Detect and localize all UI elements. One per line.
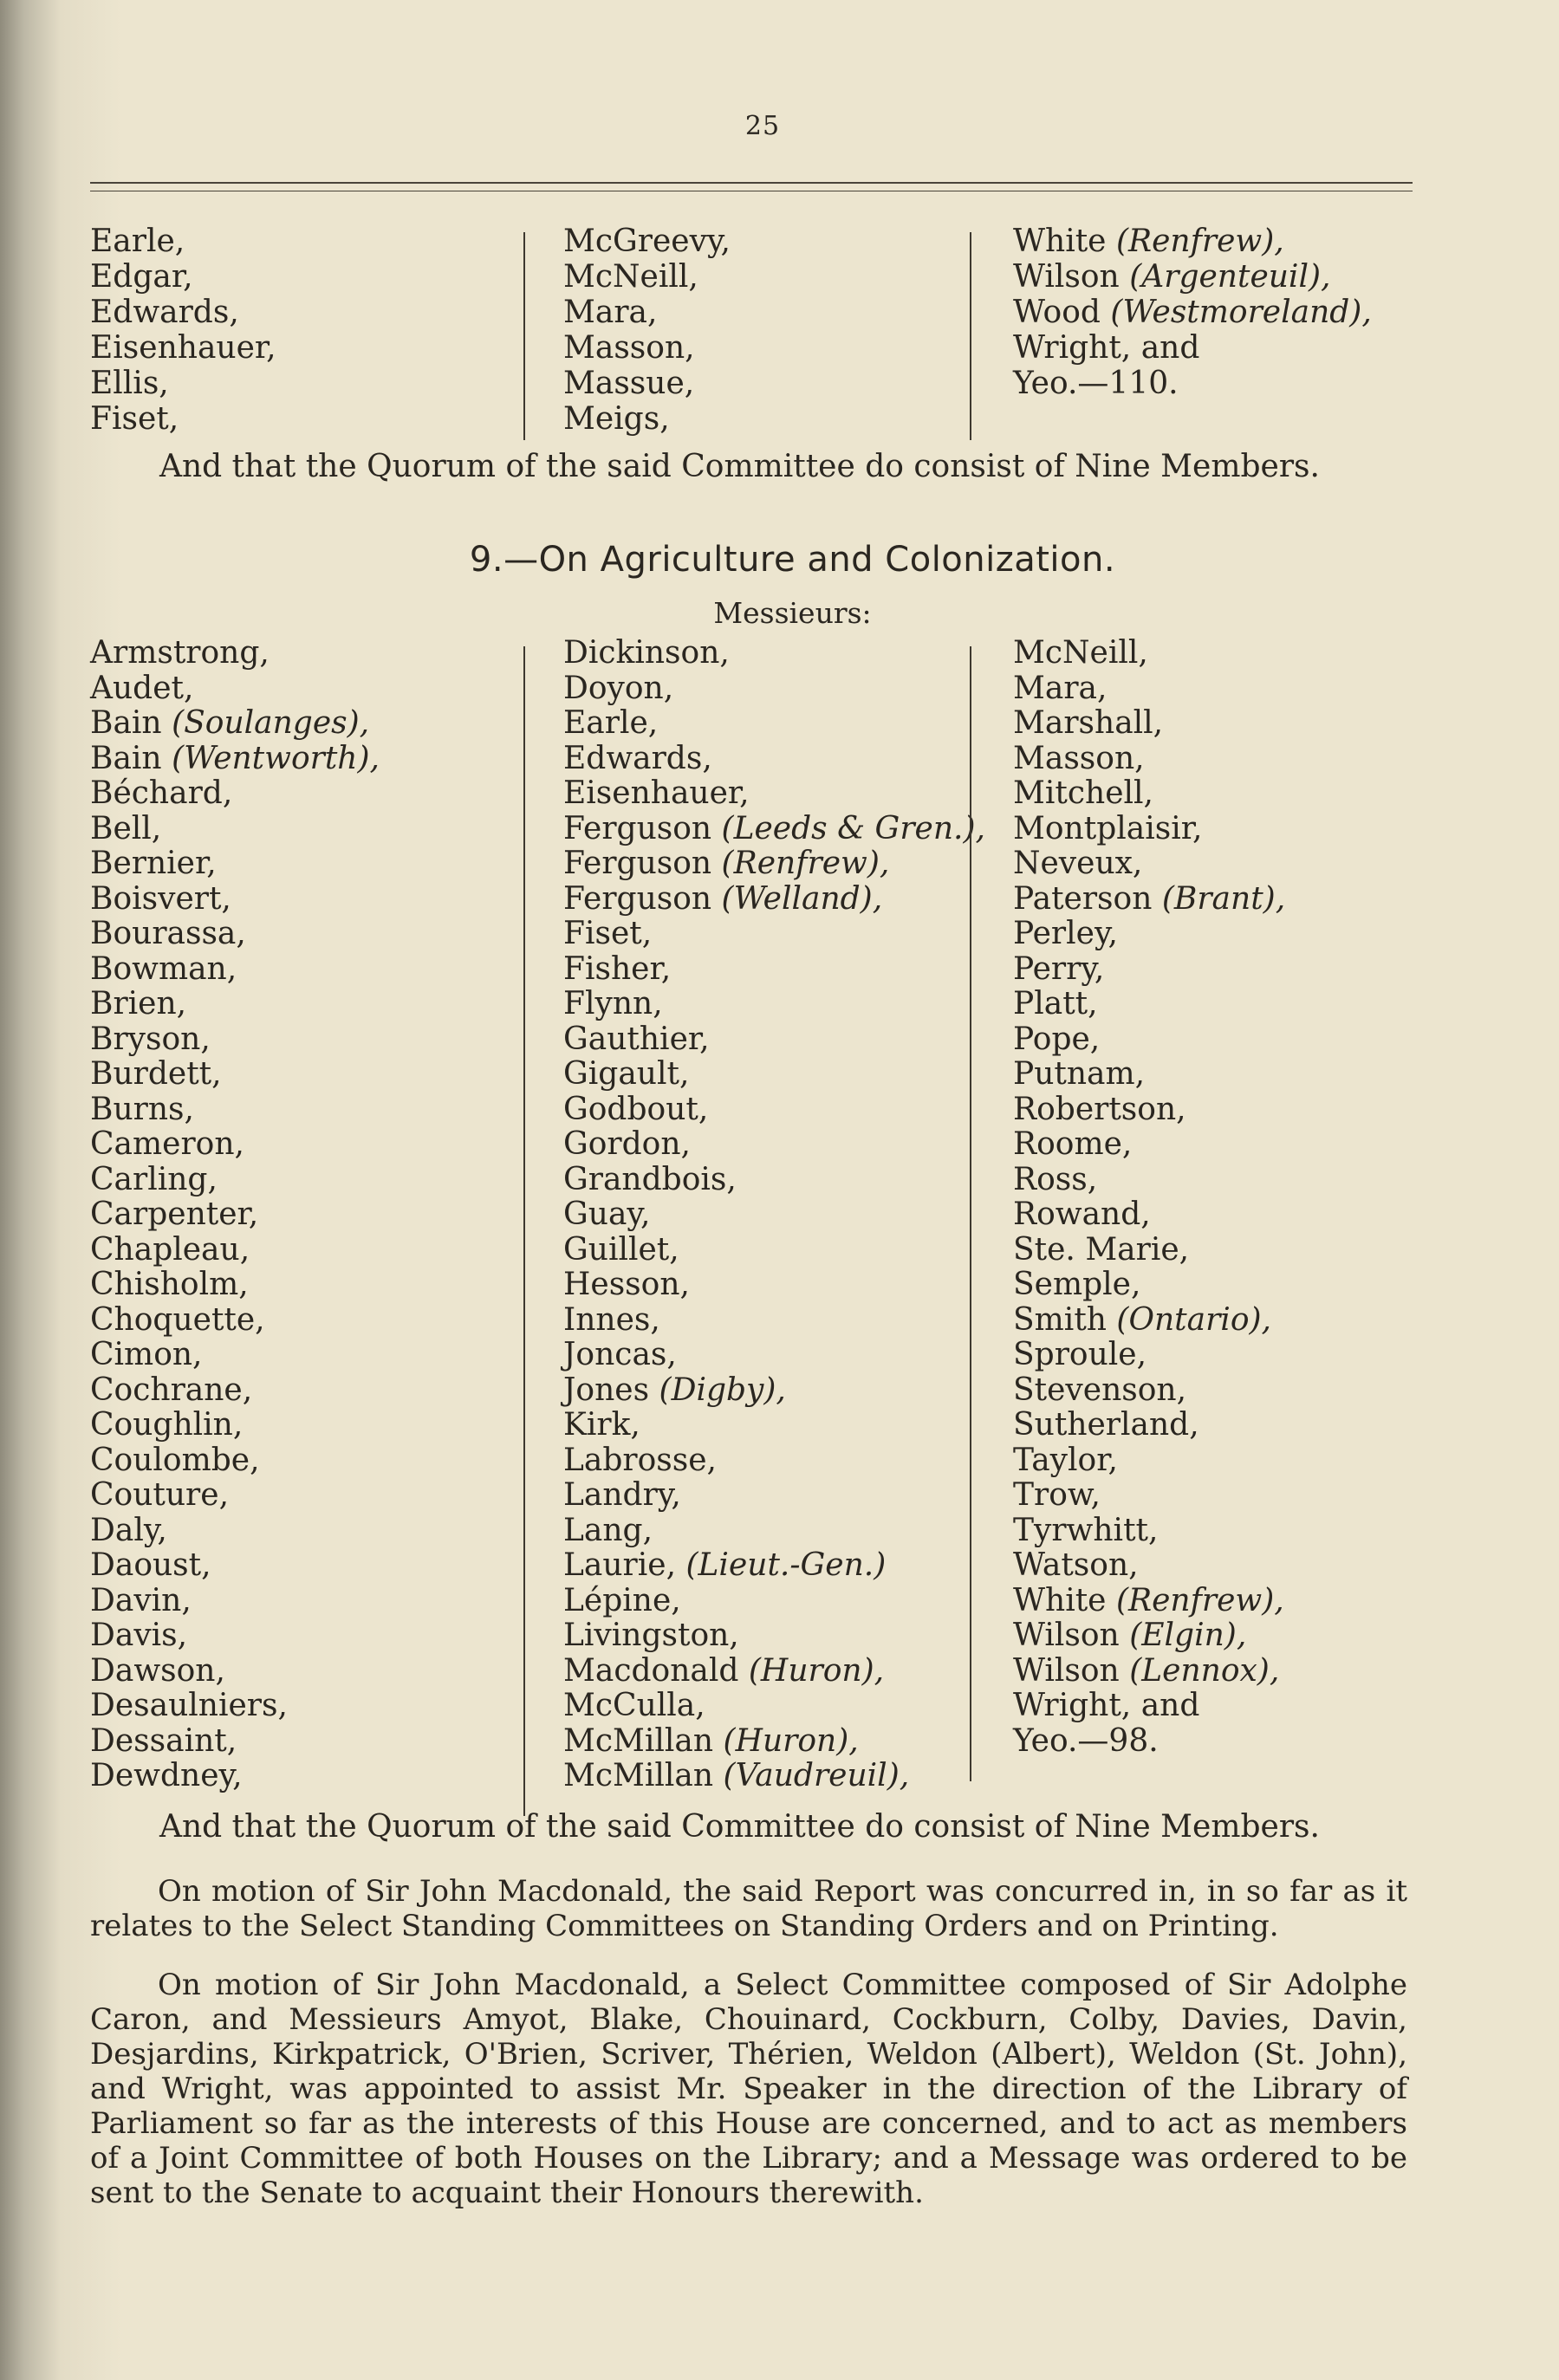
page-number: 25 (744, 111, 781, 141)
member-surname: McMillan (563, 1758, 714, 1793)
member-surname: Wilson (1013, 259, 1120, 295)
member-name (1013, 987, 1285, 1022)
member-name (563, 882, 985, 918)
member-surname: Bain (90, 740, 162, 776)
member-surname: Armstrong, (90, 635, 270, 671)
member-name (90, 636, 380, 671)
member-surname: Bell, (90, 810, 162, 846)
member-name (90, 1163, 380, 1198)
member-name (563, 1373, 985, 1409)
member-name (563, 776, 985, 812)
member-name (563, 1443, 985, 1479)
member-surname: Perley, (1013, 916, 1118, 951)
member-surname: Boisvert, (90, 880, 231, 917)
member-name (1013, 1443, 1285, 1479)
motion-paragraph: On motion of Sir John Macdonald, a Select Committee composed of Sir Adolphe Caron, and Messieurs Amyot, Blake, Chouinard, Cockburn, Colby, Davies, Davin, Desjardins, Kirkpatrick, O'Brien, Scriver, Thérien, Weldon (Albert), Weldon (St. John), and Wright, was appointed to assist Mr. Speaker in the direction of the Library of Parliament so far as the interests of this House are concerned, and to act as members of a Joint Committee of both Houses on the Library; and a Message was ordered to be sent to the Senate to acquaint their Honours therewith. (90, 1968, 1407, 2210)
member-column-1 (90, 224, 276, 437)
constituency: (Vaudreuil), (723, 1758, 910, 1793)
member-name (1013, 1303, 1285, 1339)
member-surname: Trow, (1013, 1477, 1101, 1513)
member-name (1013, 1514, 1285, 1549)
member-name: Ellis, (90, 366, 169, 401)
member-name (90, 1057, 380, 1093)
member-name (1013, 1127, 1285, 1163)
member-surname: Davis, (90, 1618, 188, 1653)
member-name (563, 1689, 985, 1724)
member-surname: Flynn, (563, 986, 663, 1021)
member-name (563, 1548, 985, 1584)
member-name (1013, 671, 1285, 707)
constituency: (Lennox), (1129, 1652, 1280, 1689)
member-surname: Guay, (563, 1196, 651, 1232)
member-name (90, 776, 380, 812)
member-name: McGreevy, (563, 224, 731, 259)
member-surname: Choquette, (90, 1301, 265, 1338)
member-surname: Coulombe, (90, 1442, 260, 1478)
member-surname: White (1013, 224, 1107, 259)
member-name (90, 1514, 380, 1549)
motion-paragraph: On motion of Sir John Macdonald, the said Report was concurred in, in so far as it relates to the Select Standing Committees on Standing Orders and on Printing. (90, 1874, 1407, 1943)
member-surname: Cimon, (90, 1337, 203, 1372)
member-surname: Bowman, (90, 950, 237, 987)
member-name (90, 1408, 380, 1443)
member-surname: Mara, (1013, 670, 1108, 706)
member-name (1013, 1057, 1285, 1093)
member-name (90, 1127, 380, 1163)
member-name (563, 671, 985, 707)
member-name (563, 1057, 985, 1093)
member-surname: Laurie, (563, 1547, 677, 1583)
member-name (90, 1022, 380, 1058)
column-divider (523, 646, 525, 1816)
member-name (563, 952, 985, 988)
member-name (90, 671, 380, 707)
member-name (90, 742, 380, 777)
member-name (90, 1478, 380, 1514)
member-name (563, 1022, 985, 1058)
member-name (563, 742, 985, 777)
member-surname: Gordon, (563, 1126, 691, 1162)
member-surname: Pope, (1013, 1021, 1101, 1057)
member-surname: Gigault, (563, 1056, 690, 1092)
constituency: (Huron), (748, 1652, 885, 1689)
member-name (1013, 1233, 1285, 1268)
member-name (1013, 742, 1285, 777)
member-surname: Bryson, (90, 1021, 211, 1057)
member-name (1013, 1654, 1285, 1689)
member-name (563, 1408, 985, 1443)
member-name (1013, 882, 1285, 918)
constituency: (Brant), (1161, 880, 1286, 917)
member-name (563, 812, 985, 847)
member-surname: Ferguson (563, 810, 712, 846)
member-surname: Carling, (90, 1161, 218, 1197)
member-name (563, 987, 985, 1022)
member-name (90, 1584, 380, 1619)
member-name (563, 1197, 985, 1233)
member-surname: Wright, and (1013, 1688, 1200, 1723)
member-name (1013, 1689, 1285, 1724)
member-name: Mara, (563, 295, 658, 330)
constituency: (Digby), (659, 1372, 786, 1408)
member-name (563, 917, 985, 952)
member-surname: Smith (1013, 1301, 1107, 1338)
member-name (90, 846, 380, 882)
member-name (90, 1233, 380, 1268)
member-surname: Bourassa, (90, 916, 246, 951)
member-name (563, 1584, 985, 1619)
member-surname: Ferguson (563, 846, 712, 881)
column-divider (970, 646, 971, 1781)
member-surname: Lang, (563, 1512, 653, 1548)
constituency: (Welland), (721, 880, 883, 917)
member-surname: Couture, (90, 1477, 230, 1513)
member-surname: Audet, (90, 670, 194, 706)
member-surname: Carpenter, (90, 1196, 259, 1232)
member-surname: Eisenhauer, (563, 775, 750, 811)
constituency: (Elgin), (1129, 1618, 1247, 1653)
member-name (1013, 330, 1372, 366)
member-name (1013, 917, 1285, 952)
member-surname: Dewdney, (90, 1758, 243, 1793)
member-name: Earle, (90, 224, 185, 259)
member-surname: Daly, (90, 1512, 167, 1548)
constituency: (Wentworth), (172, 740, 380, 776)
member-surname: Cochrane, (90, 1372, 253, 1408)
constituency: (Argenteuil), (1129, 259, 1331, 295)
member-surname: Mitchell, (1013, 775, 1153, 811)
member-name (1013, 1478, 1285, 1514)
member-name (1013, 1373, 1285, 1409)
member-name (90, 1618, 380, 1654)
member-name (1013, 706, 1285, 742)
member-surname: Wilson (1013, 1618, 1120, 1653)
constituency: (Soulanges), (172, 705, 370, 741)
member-surname: Lépine, (563, 1582, 681, 1618)
member-surname: Paterson (1013, 880, 1153, 917)
member-name (90, 1443, 380, 1479)
member-name (563, 846, 985, 882)
member-name (1013, 952, 1285, 988)
member-name (90, 1197, 380, 1233)
member-surname: Landry, (563, 1477, 681, 1513)
member-surname: Stevenson, (1013, 1372, 1187, 1408)
member-name (90, 987, 380, 1022)
member-name (1013, 1338, 1285, 1373)
member-name (90, 706, 380, 742)
member-surname: Joncas, (563, 1337, 677, 1372)
member-name: Eisenhauer, (90, 330, 276, 366)
quorum-statement: And that the Quorum of the said Committee do consist of Nine Members. (159, 1809, 1320, 1845)
member-surname: White (1013, 1582, 1107, 1618)
member-surname: Sproule, (1013, 1337, 1147, 1372)
member-surname: Livingston, (563, 1618, 739, 1653)
member-name (1013, 1268, 1285, 1303)
header-rule (90, 182, 1413, 184)
member-name (1013, 1408, 1285, 1443)
member-name (1013, 1548, 1285, 1584)
constituency: (Westmoreland), (1110, 295, 1372, 330)
member-name: Meigs, (563, 401, 670, 437)
member-column-3 (1013, 224, 1372, 401)
member-surname: Macdonald (563, 1652, 739, 1689)
member-surname: Wood (1013, 295, 1101, 330)
member-name (563, 636, 985, 671)
member-surname: Taylor, (1013, 1442, 1118, 1478)
member-column-2 (563, 224, 731, 437)
member-name (90, 1759, 380, 1794)
member-name (563, 1127, 985, 1163)
member-name (1013, 366, 1372, 401)
member-name (90, 952, 380, 988)
member-surname: Dessaint, (90, 1722, 237, 1759)
member-name (1013, 1093, 1285, 1128)
member-name (90, 1373, 380, 1409)
member-name (1013, 636, 1285, 671)
member-name (1013, 224, 1372, 259)
member-surname: Kirk, (563, 1407, 640, 1443)
member-name (563, 1303, 985, 1339)
member-surname: Daoust, (90, 1547, 211, 1583)
member-surname: McCulla, (563, 1688, 705, 1723)
member-name (563, 1618, 985, 1654)
member-surname: Bain (90, 705, 162, 741)
member-name (1013, 846, 1285, 882)
constituency: (Ontario), (1116, 1301, 1271, 1338)
committee-heading: 9.—On Agriculture and Colonization. (469, 540, 1116, 580)
member-name: Fiset, (90, 401, 179, 437)
member-surname: Innes, (563, 1301, 660, 1338)
member-name (1013, 1584, 1285, 1619)
member-name (563, 1654, 985, 1689)
member-name (90, 1338, 380, 1373)
member-name (563, 1093, 985, 1128)
member-name: McNeill, (563, 259, 698, 295)
member-surname: Coughlin, (90, 1407, 244, 1443)
member-name (1013, 812, 1285, 847)
member-surname: Rowand, (1013, 1196, 1151, 1232)
member-surname: Montplaisir, (1013, 810, 1203, 846)
member-name (90, 1548, 380, 1584)
member-name (90, 1689, 380, 1724)
member-surname: Labrosse, (563, 1442, 717, 1478)
member-surname: Perry, (1013, 950, 1105, 987)
member-name (90, 1303, 380, 1339)
member-surname: Davin, (90, 1582, 192, 1618)
member-name (90, 1724, 380, 1760)
member-surname: Sutherland, (1013, 1407, 1199, 1443)
member-surname: Edwards, (563, 740, 712, 776)
member-surname: Earle, (563, 705, 659, 741)
member-name: Masson, (563, 330, 695, 366)
member-surname: Burdett, (90, 1056, 222, 1092)
member-surname: Yeo.—110. (1013, 366, 1179, 401)
member-surname: Jones (563, 1372, 650, 1408)
member-surname: Grandbois, (563, 1161, 737, 1197)
quorum-statement: And that the Quorum of the said Committee do consist of Nine Members. (159, 449, 1320, 484)
constituency: (Renfrew), (1115, 224, 1284, 259)
member-surname: Gauthier, (563, 1021, 710, 1057)
member-name (563, 1268, 985, 1303)
constituency: (Huron), (723, 1722, 859, 1759)
member-surname: Dickinson, (563, 635, 730, 671)
member-surname: Ross, (1013, 1161, 1098, 1197)
member-name (563, 1163, 985, 1198)
member-name (563, 1338, 985, 1373)
member-surname: Wilson (1013, 1652, 1120, 1689)
member-surname: Fiset, (563, 916, 653, 951)
member-surname: Doyon, (563, 670, 674, 706)
member-name (563, 1759, 985, 1794)
member-name (563, 1233, 985, 1268)
member-surname: Chapleau, (90, 1231, 250, 1268)
member-surname: Hesson, (563, 1267, 690, 1302)
member-name (1013, 1197, 1285, 1233)
member-surname: Desaulniers, (90, 1688, 288, 1723)
member-surname: Watson, (1013, 1547, 1139, 1583)
member-name (1013, 259, 1372, 295)
member-surname: Platt, (1013, 986, 1098, 1021)
member-surname: Masson, (1013, 740, 1145, 776)
member-surname: Fisher, (563, 950, 672, 987)
member-name (563, 1724, 985, 1760)
member-surname: Godbout, (563, 1091, 709, 1127)
constituency: (Renfrew), (721, 846, 890, 881)
member-name (1013, 776, 1285, 812)
member-surname: Burns, (90, 1091, 194, 1127)
member-name (563, 706, 985, 742)
member-surname: Brien, (90, 986, 187, 1021)
member-name (1013, 1163, 1285, 1198)
member-name (90, 1654, 380, 1689)
messieurs-label: Messieurs: (713, 596, 872, 630)
member-surname: Wright, and (1013, 330, 1200, 366)
member-surname: Cameron, (90, 1126, 244, 1162)
member-name (1013, 1618, 1285, 1654)
member-surname: Yeo.—98. (1013, 1722, 1159, 1759)
column-divider (523, 232, 525, 440)
member-surname: Tyrwhitt, (1013, 1512, 1159, 1548)
member-surname: Béchard, (90, 775, 233, 811)
member-surname: McMillan (563, 1722, 714, 1759)
member-surname: Putnam, (1013, 1056, 1146, 1092)
member-column-3 (1013, 636, 1285, 1759)
column-divider (970, 232, 971, 440)
member-surname: Chisholm, (90, 1267, 249, 1302)
member-surname: Neveux, (1013, 846, 1143, 881)
constituency: (Renfrew), (1115, 1582, 1284, 1618)
member-name (1013, 295, 1372, 330)
member-surname: Ferguson (563, 880, 712, 917)
constituency: (Leeds & Gren.), (721, 810, 985, 846)
member-column-1 (90, 636, 380, 1794)
member-surname: Marshall, (1013, 705, 1164, 741)
member-surname: Bernier, (90, 846, 217, 881)
member-surname: Guillet, (563, 1231, 679, 1268)
member-name: Massue, (563, 366, 695, 401)
member-surname: Ste. Marie, (1013, 1231, 1190, 1268)
constituency: (Lieut.-Gen.) (685, 1547, 887, 1583)
member-name (90, 882, 380, 918)
member-name (90, 917, 380, 952)
member-name: Edwards, (90, 295, 239, 330)
member-name (90, 1093, 380, 1128)
member-surname: Robertson, (1013, 1091, 1186, 1127)
member-name (90, 812, 380, 847)
member-name (563, 1478, 985, 1514)
member-surname: Roome, (1013, 1126, 1133, 1162)
member-surname: Semple, (1013, 1267, 1141, 1302)
member-name (90, 1268, 380, 1303)
member-surname: Dawson, (90, 1652, 225, 1689)
member-name (1013, 1022, 1285, 1058)
member-surname: McNeill, (1013, 635, 1148, 671)
member-name: Edgar, (90, 259, 193, 295)
member-column-2 (563, 636, 985, 1794)
member-name (1013, 1724, 1285, 1760)
member-name (563, 1514, 985, 1549)
